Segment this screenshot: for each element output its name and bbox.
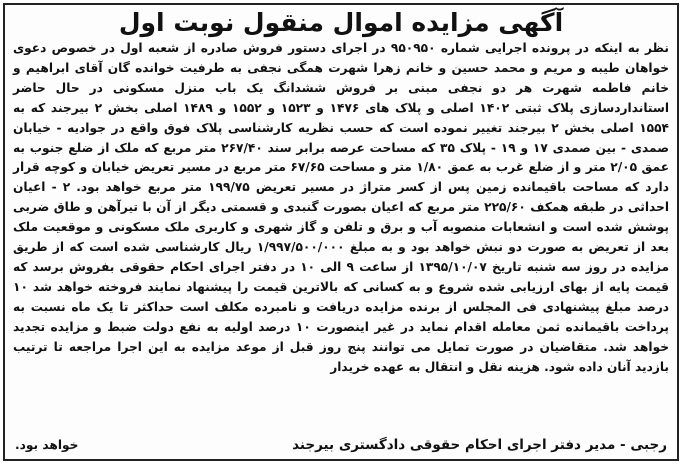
- notice-body: نظر به اینکه در پرونده اجرایی شماره ۹۵۰۹۵۰ در اجرای دستور فروش صادره از شعبه اول در خصوص دعوی خواهان طیبه و مریم و محمد حسین و خانم زهرا شهرت همگی نجفی به طرفیت خوانده گان آقای ابراهیم و خانم فاطمه شهرت هر دو نجفی مبنی بر فروش ششدانگ یک باب منزل مسکونی در حال حاضر استانداردسازی پلاک ثبتی ۱۴۰۲ اصلی و پلاک های ۱۴۷۶ و ۱۵۲۳ و ۱۵۵۲ و ۱۴۸۹ اصلی بخش ۲ بیرجند که به ۱۵۵۴ اصلی بخش ۲ بیرجند تغییر نموده است که حسب نظریه کارشناسی پلاک فوق واقع در جوادیه - خیابان صمدی - بین صمدی ۱۷ و ۱۹ - پلاک ۳۵ که مساحت عرصه برابر سند ۲۶۷/۴۰ متر مربع که ملک از ضلع جنوب به عمق ۲/۰۵ متر و از ضلع غرب به عمق ۱/۸۰ متر و مساحت ۶۷/۶۵ متر مربع در مسیر تعریض خیابان و کوچه قرار دارد که مساحت باقیمانده زمین پس از کسر متراژ در مسیر تعریض ۱۹۹/۷۵ متر مربع خواهد بود. ۲ - اعیان احداثی در طبقه همکف ۲۲۵/۶۰ متر مربع که اعیان بصورت گنبدی و قسمتی دیگر از آن با تیرآهن و طاق ضربی پوشش شده است و انشعابات منصوبه آب و برق و تلفن و گاز شهری و کاربری ملک مسکونی و موقعیت ملک بعد از تعریض به صورت دو نبش خواهد بود و به مبلغ ۱/۹۹۷/۵۰۰/۰۰۰ ریال کارشناسی شده است که از طریق مزایده در روز سه شنبه تاریخ ۱۳۹۵/۱۰/۰۷ از ساعت ۹ الی ۱۰ در دفتر اجرای احکام حقوقی بفروش برسد که قیمت پایه از بهای ارزیابی شده شروع و به کسانی که بالاترین قیمت را پیشنهاد نمایند فروخته خواهد شد ۱۰ درصد مبلغ پیشنهادی فی المجلس از برنده مزایده دریافت و نامبرده مکلف است حداکثر تا یک ماه نسبت به پرداخت باقیمانده ثمن معامله اقدام نماید در غیر اینصورت ۱۰ درصد اولیه به نفع دولت ضبط و مزایده تجدید خواهد شد. متقاضیان در صورت تمایل می توانند پنج روز قبل از موعد مزایده به این اجرا مراجعه تا ترتیب بازدید آنان داده شود. هزینه نقل و انتقال به عهده خریدار: [13, 41, 670, 374]
- notice-title: آگهی مزایده اموال منقول نوبت اول: [118, 8, 564, 37]
- notice-closing: خواهد بود.: [15, 438, 79, 452]
- auction-notice: [3, 3, 679, 461]
- notice-footer: [15, 435, 667, 455]
- notice-signature: رجبی - مدیر دفتر اجرای احکام حقوقی دادگستری بیرجند: [292, 437, 667, 453]
